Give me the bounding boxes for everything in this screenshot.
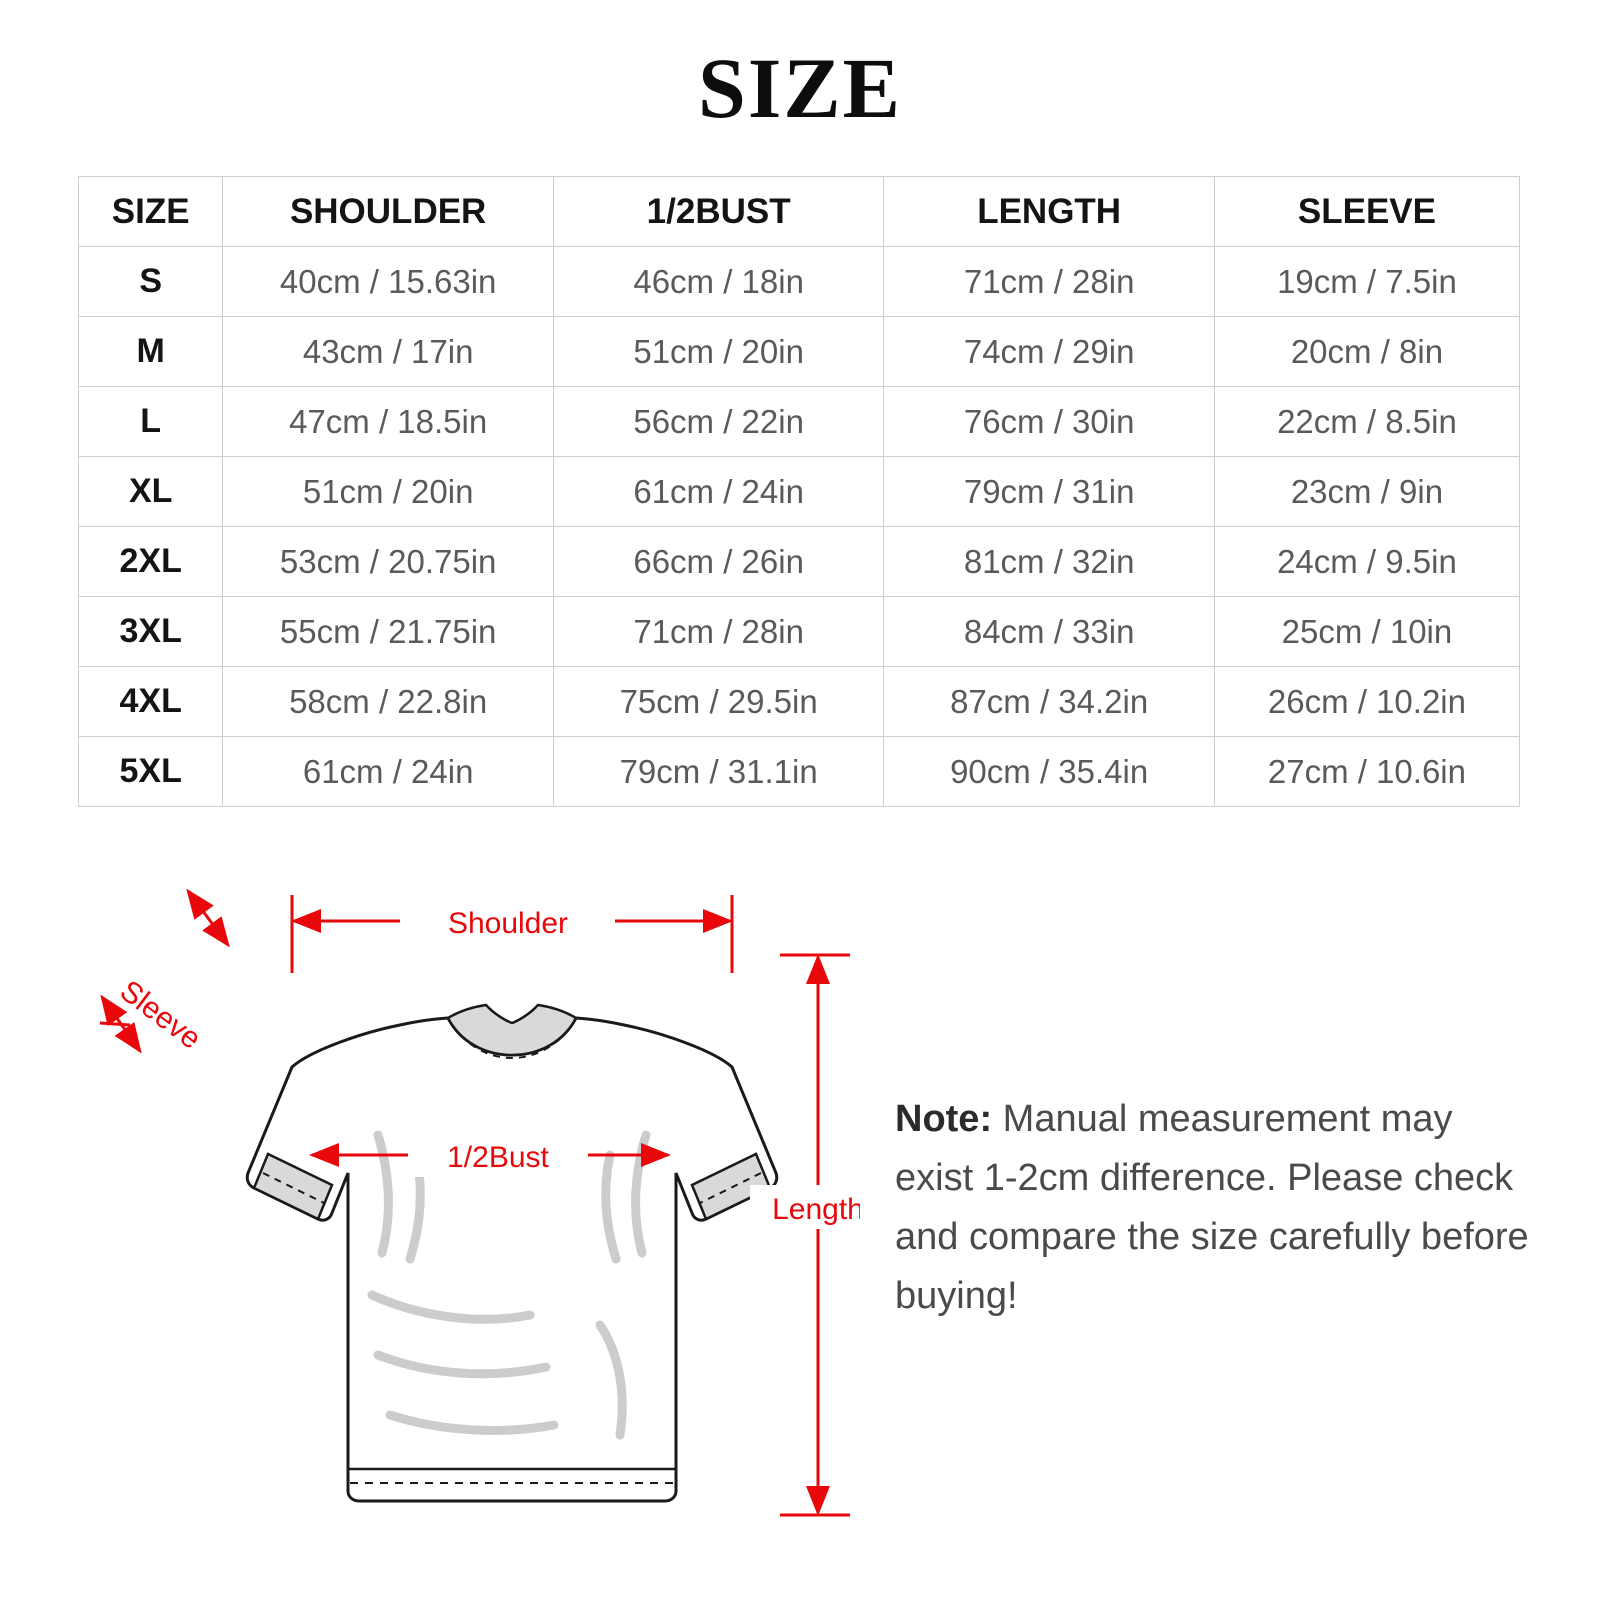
column-header-size: SIZE: [79, 177, 223, 247]
cell-length: 87cm / 34.2in: [884, 667, 1215, 737]
cell-sleeve: 26cm / 10.2in: [1214, 667, 1519, 737]
cell-bust: 79cm / 31.1in: [553, 737, 884, 807]
note-text: [895, 1090, 1535, 1326]
cell-bust: 66cm / 26in: [553, 527, 884, 597]
note-label: Note:: [895, 1098, 993, 1140]
cell-shoulder: 51cm / 20in: [223, 457, 554, 527]
cell-shoulder: 47cm / 18.5in: [223, 387, 554, 457]
table-row: [79, 667, 1520, 737]
table-row: [79, 247, 1520, 317]
length-measure-annotation: [780, 955, 850, 1515]
cell-size: M: [79, 317, 223, 387]
table-row: [79, 597, 1520, 667]
table-row: [79, 457, 1520, 527]
cell-size: 2XL: [79, 527, 223, 597]
cell-bust: 75cm / 29.5in: [553, 667, 884, 737]
column-header-shoulder: SHOULDER: [223, 177, 554, 247]
cell-size: L: [79, 387, 223, 457]
cell-size: 5XL: [79, 737, 223, 807]
cell-size: 4XL: [79, 667, 223, 737]
cell-bust: 56cm / 22in: [553, 387, 884, 457]
cell-sleeve: 22cm / 8.5in: [1214, 387, 1519, 457]
page-title: SIZE: [697, 40, 903, 136]
cell-shoulder: 40cm / 15.63in: [223, 247, 554, 317]
note-body: Manual measurement may exist 1-2cm difference. Please check and compare the size carefully before buying!: [895, 1098, 1529, 1317]
tshirt-illustration: [247, 1005, 777, 1501]
cell-bust: 61cm / 24in: [553, 457, 884, 527]
cell-size: 3XL: [79, 597, 223, 667]
cell-bust: 71cm / 28in: [553, 597, 884, 667]
cell-sleeve: 24cm / 9.5in: [1214, 527, 1519, 597]
cell-sleeve: 19cm / 7.5in: [1214, 247, 1519, 317]
measurement-diagram: [60, 855, 860, 1555]
column-header-length: LENGTH: [884, 177, 1215, 247]
cell-shoulder: 43cm / 17in: [223, 317, 554, 387]
cell-shoulder: 53cm / 20.75in: [223, 527, 554, 597]
cell-sleeve: 27cm / 10.6in: [1214, 737, 1519, 807]
column-header-sleeve: SLEEVE: [1214, 177, 1519, 247]
table-row: [79, 387, 1520, 457]
cell-length: 74cm / 29in: [884, 317, 1215, 387]
cell-size: S: [79, 247, 223, 317]
table-row: [79, 527, 1520, 597]
label-length: Length: [772, 1193, 860, 1226]
cell-shoulder: 58cm / 22.8in: [223, 667, 554, 737]
cell-length: 90cm / 35.4in: [884, 737, 1215, 807]
cell-length: 71cm / 28in: [884, 247, 1215, 317]
size-chart-table: [78, 176, 1520, 807]
cell-shoulder: 55cm / 21.75in: [223, 597, 554, 667]
cell-length: 79cm / 31in: [884, 457, 1215, 527]
table-row: [79, 317, 1520, 387]
table-header-row: [79, 177, 1520, 247]
cell-length: 76cm / 30in: [884, 387, 1215, 457]
label-sleeve: Sleeve: [113, 974, 207, 1056]
cell-sleeve: 25cm / 10in: [1214, 597, 1519, 667]
table-row: [79, 737, 1520, 807]
cell-bust: 51cm / 20in: [553, 317, 884, 387]
cell-length: 81cm / 32in: [884, 527, 1215, 597]
cell-bust: 46cm / 18in: [553, 247, 884, 317]
cell-shoulder: 61cm / 24in: [223, 737, 554, 807]
cell-sleeve: 23cm / 9in: [1214, 457, 1519, 527]
cell-size: XL: [79, 457, 223, 527]
label-bust: 1/2Bust: [447, 1141, 549, 1174]
cell-sleeve: 20cm / 8in: [1214, 317, 1519, 387]
label-shoulder: Shoulder: [447, 907, 569, 940]
column-header-bust: 1/2BUST: [553, 177, 884, 247]
cell-length: 84cm / 33in: [884, 597, 1215, 667]
